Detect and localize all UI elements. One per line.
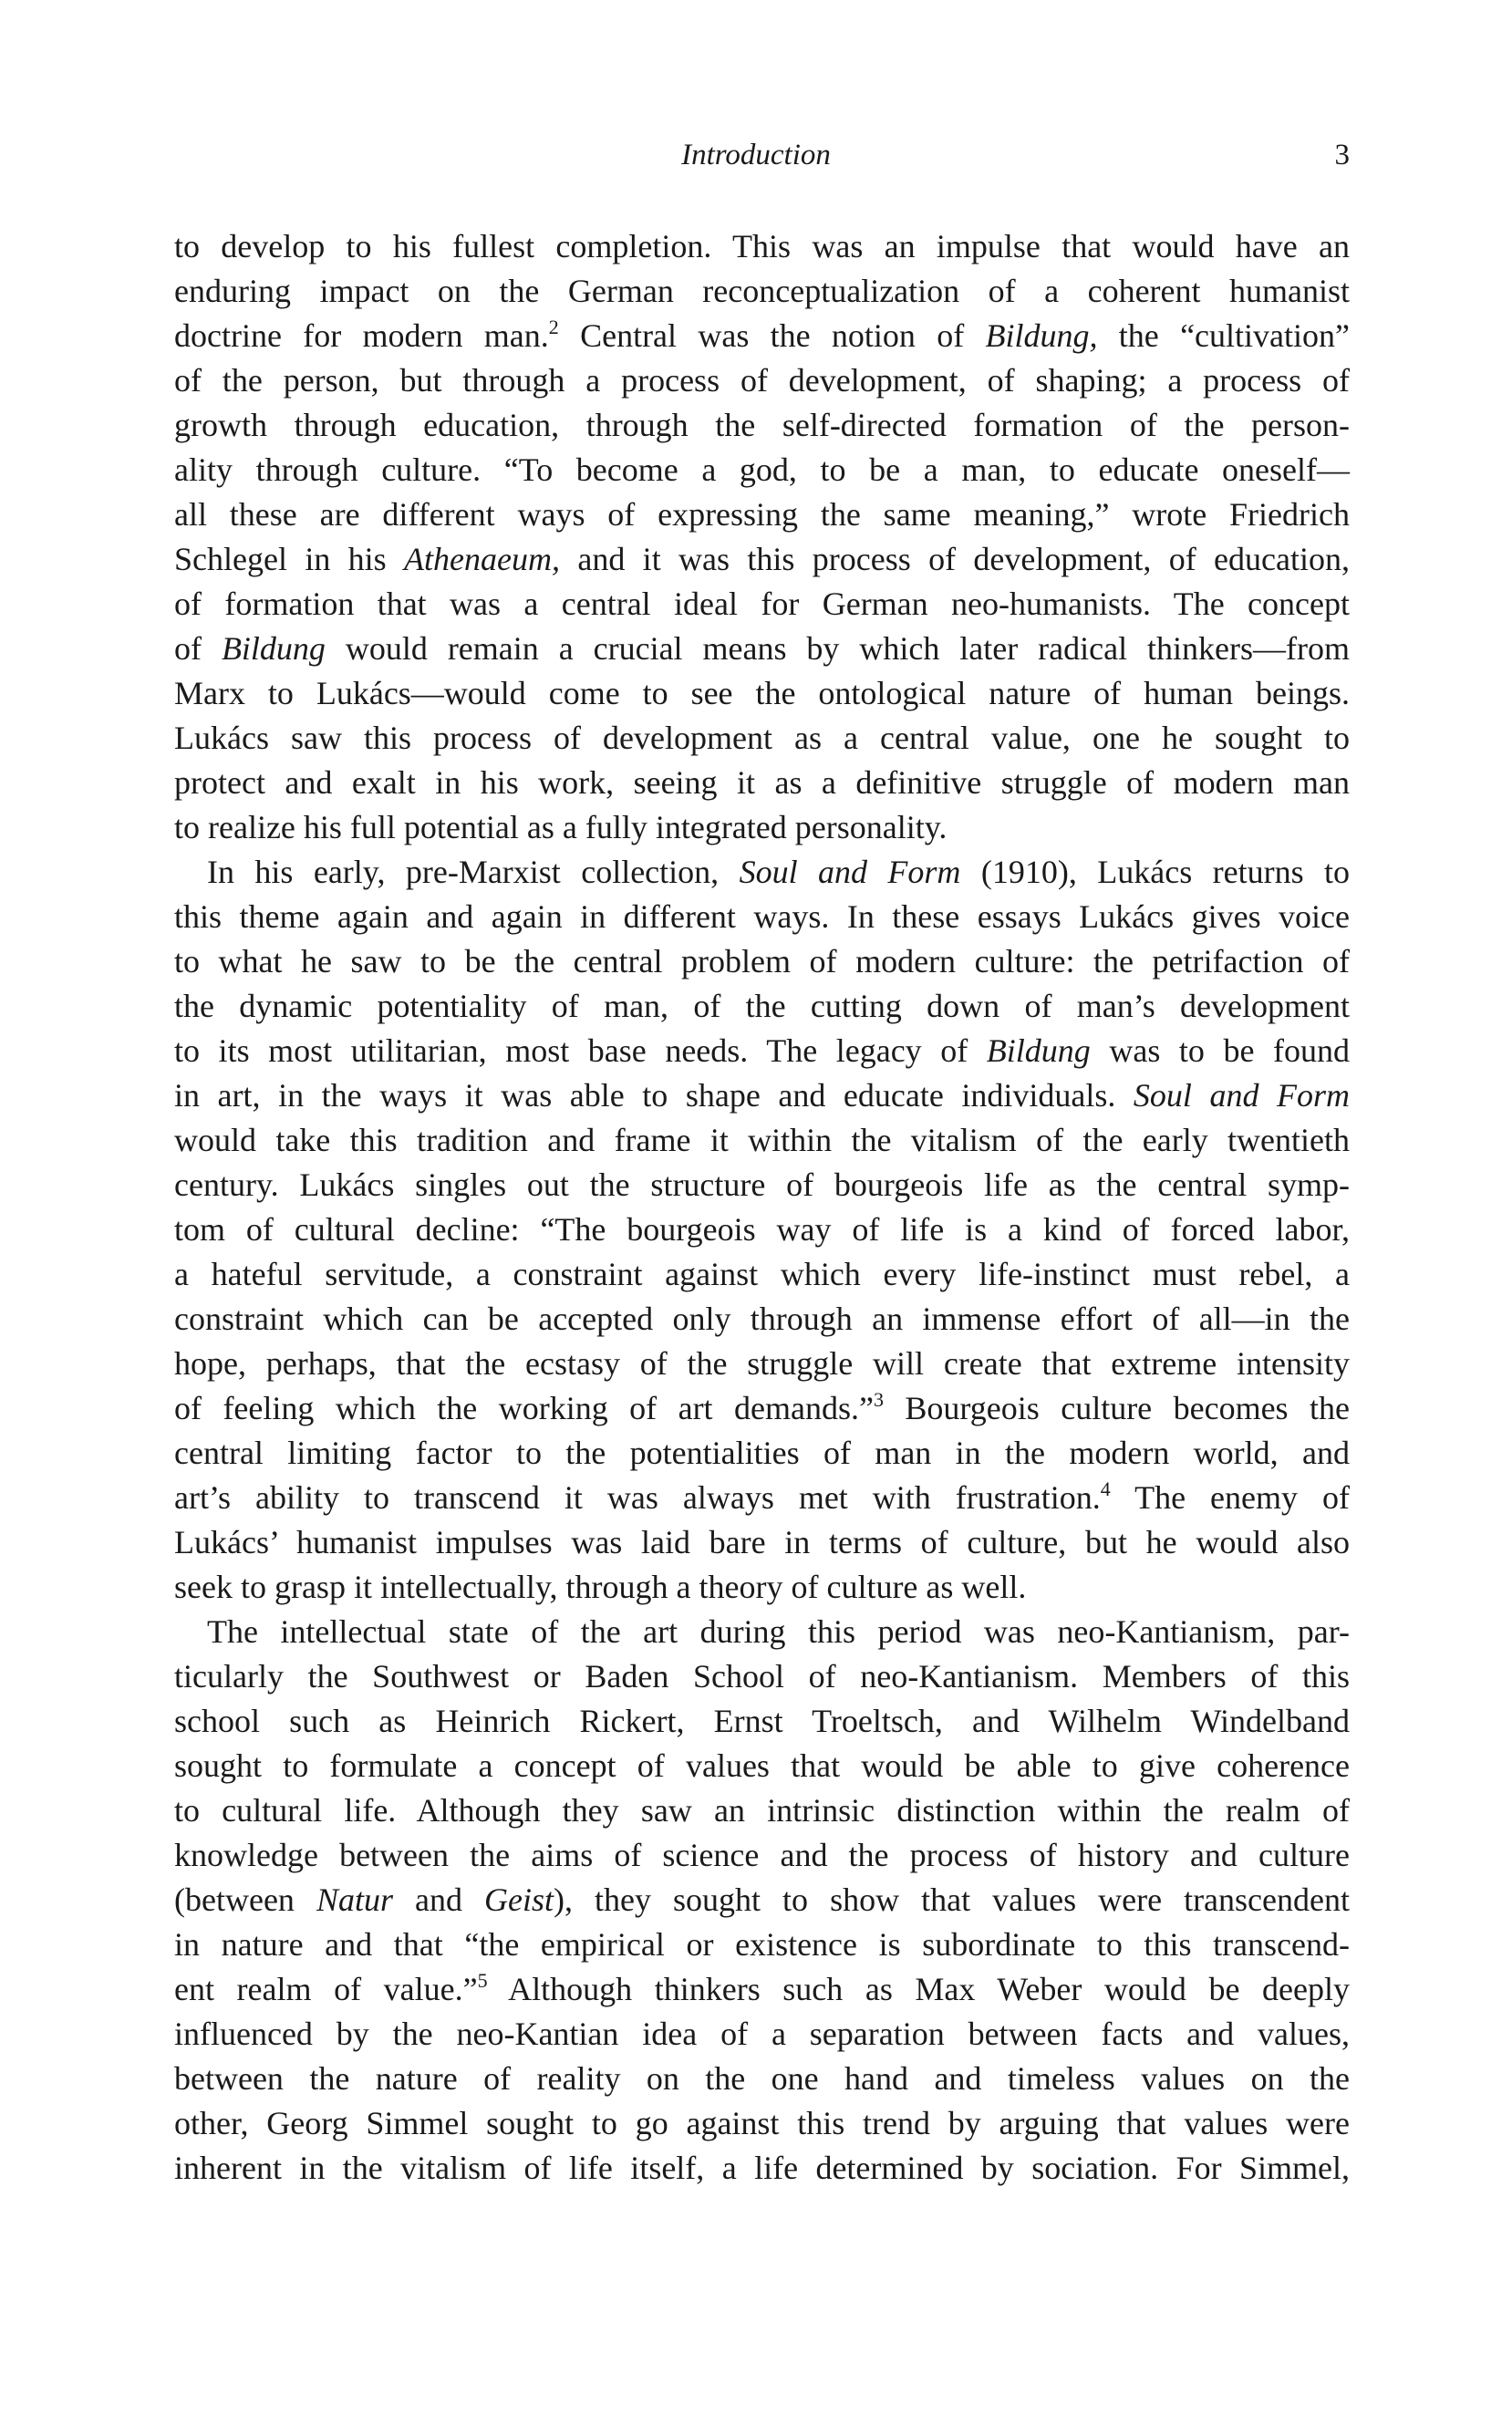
text-segment: century. Lukács singles out the structure of bourgeois life as the central symp- bbox=[174, 1166, 1350, 1203]
text-segment: of formation that was a central ideal for German neo-humanists. The concept bbox=[174, 586, 1350, 622]
text-line bbox=[174, 939, 1350, 984]
text-segment: to its most utilitarian, most base needs. The legacy of bbox=[174, 1032, 987, 1069]
text-segment: Marx to Lukács—would come to see the ontological nature of human beings. bbox=[174, 675, 1350, 711]
text-segment: in art, in the ways it was able to shape and educate individuals. bbox=[174, 1077, 1134, 1114]
text-line bbox=[174, 1342, 1350, 1386]
text-line bbox=[174, 1788, 1350, 1833]
text-segment: Soul and Form bbox=[739, 854, 961, 890]
footnote-marker: 5 bbox=[477, 1969, 488, 1992]
text-segment: and it was this process of development, of education, bbox=[560, 541, 1350, 577]
text-segment: seek to grasp it intellectually, through a theory of culture as well. bbox=[174, 1569, 1027, 1605]
text-line bbox=[174, 850, 1350, 895]
footnote-marker: 2 bbox=[548, 316, 559, 338]
text-segment: all these are different ways of expressing the same meaning,” wrote Friedrich bbox=[174, 496, 1350, 533]
text-segment: In his early, pre-Marxist collection, bbox=[207, 854, 740, 890]
text-segment: of the person, but through a process of development, of shaping; a process of bbox=[174, 362, 1350, 399]
text-segment: Bourgeois culture becomes the bbox=[883, 1390, 1350, 1426]
text-segment: a hateful servitude, a constraint against which every life-instinct must rebel, a bbox=[174, 1256, 1350, 1292]
text-segment: ent realm of value.” bbox=[174, 1971, 478, 2007]
text-segment: knowledge between the aims of science and the process of history and culture bbox=[174, 1837, 1350, 1873]
text-line bbox=[174, 1923, 1350, 1967]
text-line bbox=[174, 1878, 1350, 1923]
text-line bbox=[174, 1967, 1350, 2012]
text-line bbox=[174, 224, 1350, 269]
text-segment: and bbox=[392, 1881, 485, 1918]
text-segment: in nature and that “the empirical or existence is subordinate to this transcend- bbox=[174, 1926, 1350, 1963]
text-segment: ticularly the Southwest or Baden School of neo-Kantianism. Members of this bbox=[174, 1658, 1350, 1695]
text-line bbox=[174, 1252, 1350, 1297]
text-line bbox=[174, 1565, 1350, 1610]
text-segment: Athenaeum, bbox=[404, 541, 560, 577]
text-segment: of bbox=[174, 630, 222, 667]
text-line bbox=[174, 627, 1350, 671]
text-line bbox=[174, 1476, 1350, 1520]
text-line bbox=[174, 492, 1350, 537]
text-segment: other, Georg Simmel sought to go against this trend by arguing that values were bbox=[174, 2105, 1350, 2141]
text-segment: the “cultivation” bbox=[1097, 317, 1351, 354]
text-line bbox=[174, 314, 1350, 358]
text-line bbox=[174, 1654, 1350, 1699]
text-line bbox=[174, 2057, 1350, 2101]
text-segment: Lukács saw this process of development as a central value, one he sought to bbox=[174, 720, 1350, 756]
text-segment: constraint which can be accepted only through an immense effort of all—in the bbox=[174, 1301, 1350, 1337]
text-segment: Although thinkers such as Max Weber would be deeply bbox=[487, 1971, 1350, 2007]
text-segment: tom of cultural decline: “The bourgeois way of life is a kind of forced labor, bbox=[174, 1211, 1350, 1248]
text-segment: protect and exalt in his work, seeing it as a definitive struggle of modern man bbox=[174, 764, 1350, 801]
page-number: 3 bbox=[1334, 139, 1350, 171]
text-segment: to cultural life. Although they saw an intrinsic distinction within the realm of bbox=[174, 1792, 1350, 1829]
text-line bbox=[174, 358, 1350, 403]
text-segment: Schlegel in his bbox=[174, 541, 405, 577]
text-segment: Natur bbox=[316, 1881, 393, 1918]
text-line bbox=[174, 1610, 1350, 1654]
text-line bbox=[174, 403, 1350, 448]
text-segment: of feeling which the working of art demands.” bbox=[174, 1390, 874, 1426]
footnote-marker: 3 bbox=[873, 1388, 884, 1411]
text-segment: Soul and Form bbox=[1133, 1077, 1351, 1114]
text-segment: inherent in the vitalism of life itself, a life determined by sociation. For Simmel, bbox=[174, 2150, 1350, 2186]
text-segment: art’s ability to transcend it was always met with frustration. bbox=[174, 1479, 1101, 1516]
text-segment: was to be found bbox=[1090, 1032, 1350, 1069]
text-segment: the dynamic potentiality of man, of the cutting down of man’s development bbox=[174, 988, 1350, 1024]
text-segment: The enemy of bbox=[1110, 1479, 1350, 1516]
text-segment: Central was the notion of bbox=[558, 317, 986, 354]
text-line bbox=[174, 1699, 1350, 1744]
text-segment: doctrine for modern man. bbox=[174, 317, 549, 354]
text-line bbox=[174, 805, 1350, 850]
text-line bbox=[174, 1029, 1350, 1073]
running-title: Introduction bbox=[681, 139, 831, 171]
text-line bbox=[174, 761, 1350, 805]
text-segment: to develop to his fullest completion. This was an impulse that would have an bbox=[174, 228, 1350, 264]
text-segment: Bildung bbox=[221, 630, 326, 667]
body-text bbox=[174, 224, 1350, 2191]
text-segment: Bildung, bbox=[985, 317, 1098, 354]
text-segment: enduring impact on the German reconceptualization of a coherent humanist bbox=[174, 273, 1350, 309]
text-segment: hope, perhaps, that the ecstasy of the struggle will create that extreme intensity bbox=[174, 1345, 1350, 1382]
text-line bbox=[174, 448, 1350, 492]
text-line bbox=[174, 2101, 1350, 2146]
text-segment: to realize his full potential as a fully integrated personality. bbox=[174, 809, 948, 845]
text-line bbox=[174, 895, 1350, 939]
text-line bbox=[174, 2012, 1350, 2057]
footnote-marker: 4 bbox=[1100, 1477, 1111, 1500]
text-segment: would take this tradition and frame it within the vitalism of the early twentieth bbox=[174, 1122, 1350, 1158]
text-segment: school such as Heinrich Rickert, Ernst Troeltsch, and Wilhelm Windelband bbox=[174, 1703, 1350, 1739]
text-segment: Geist bbox=[484, 1881, 554, 1918]
text-line bbox=[174, 1073, 1350, 1118]
text-line bbox=[174, 671, 1350, 716]
text-line bbox=[174, 984, 1350, 1029]
text-segment: central limiting factor to the potentialities of man in the modern world, and bbox=[174, 1435, 1350, 1471]
text-segment: would remain a crucial means by which later radical thinkers—from bbox=[325, 630, 1350, 667]
text-line bbox=[174, 1833, 1350, 1878]
text-line bbox=[174, 1744, 1350, 1788]
text-line bbox=[174, 2146, 1350, 2191]
text-segment: Lukács’ humanist impulses was laid bare in terms of culture, but he would also bbox=[174, 1524, 1350, 1560]
text-segment: influenced by the neo-Kantian idea of a separation between facts and values, bbox=[174, 2016, 1350, 2052]
text-line bbox=[174, 1520, 1350, 1565]
text-line bbox=[174, 1163, 1350, 1208]
text-segment: sought to formulate a concept of values that would be able to give coherence bbox=[174, 1747, 1350, 1784]
text-segment: (1910), Lukács returns to bbox=[960, 854, 1351, 890]
text-line bbox=[174, 537, 1350, 582]
text-line bbox=[174, 1208, 1350, 1252]
text-segment: to what he saw to be the central problem of modern culture: the petrifaction of bbox=[174, 943, 1350, 979]
text-line bbox=[174, 269, 1350, 314]
text-line bbox=[174, 1118, 1350, 1163]
text-line bbox=[174, 716, 1350, 761]
text-line bbox=[174, 1431, 1350, 1476]
text-segment: The intellectual state of the art during this period was neo-Kantianism, par- bbox=[207, 1613, 1350, 1650]
text-segment: Bildung bbox=[986, 1032, 1091, 1069]
text-segment: growth through education, through the self-directed formation of the person- bbox=[174, 407, 1350, 443]
text-segment: ), they sought to show that values were transcendent bbox=[554, 1881, 1350, 1918]
text-segment: this theme again and again in different ways. In these essays Lukács gives voice bbox=[174, 898, 1350, 935]
text-segment: ality through culture. “To become a god, to be a man, to educate oneself— bbox=[174, 451, 1350, 488]
text-segment: (between bbox=[174, 1881, 316, 1918]
text-line bbox=[174, 1297, 1350, 1342]
text-line bbox=[174, 582, 1350, 627]
text-segment: between the nature of reality on the one hand and timeless values on the bbox=[174, 2060, 1350, 2097]
text-line bbox=[174, 1386, 1350, 1431]
